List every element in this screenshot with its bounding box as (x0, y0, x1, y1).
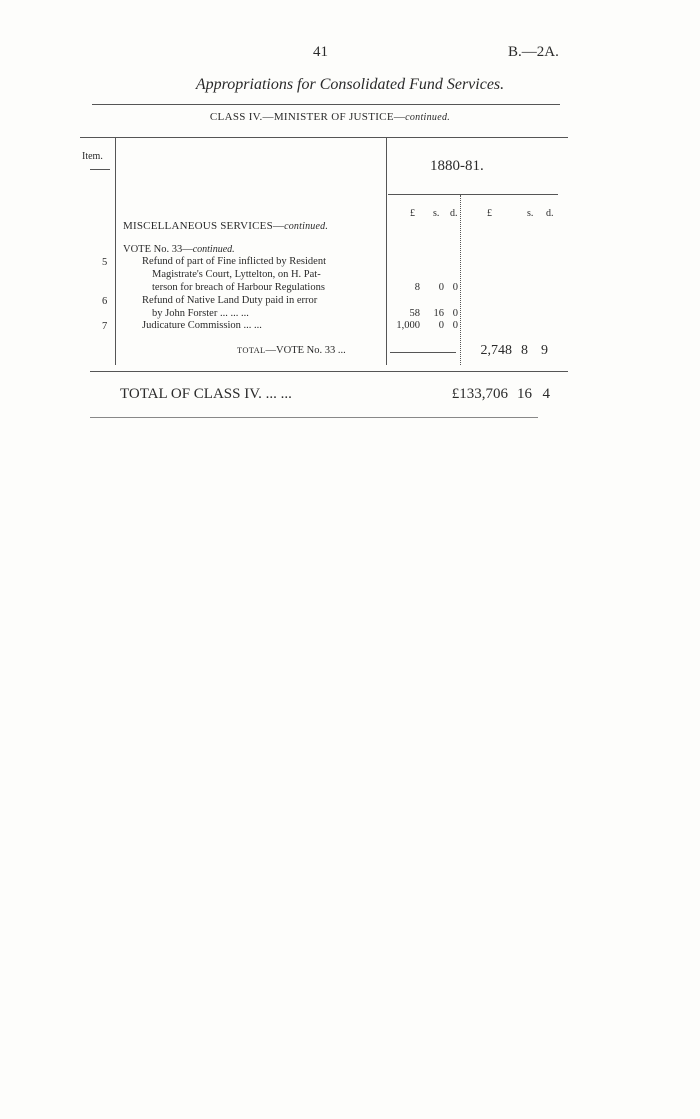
item-pounds: 58 (409, 308, 420, 319)
vote-total-shillings: 8 (521, 343, 528, 358)
page-end-rule (90, 417, 538, 418)
class-total-pounds: £133,706 (451, 386, 508, 402)
total-shillings-unit-header: s. (527, 208, 534, 219)
page-number: 41 (313, 44, 328, 60)
total-pounds-unit-header: £ (487, 208, 492, 219)
item-number: 6 (102, 296, 108, 307)
class-heading (0, 111, 660, 123)
item-shillings: 0 (438, 320, 444, 331)
item-column-divider (115, 137, 116, 365)
pence-unit-header: d. (450, 208, 458, 219)
vote-total-label (237, 345, 346, 356)
item-number: 5 (102, 257, 108, 268)
item-header-underline (90, 169, 110, 170)
item-column-header: Item. (82, 151, 103, 162)
item-shillings: 0 (438, 282, 444, 293)
class-total-pence: 4 (542, 386, 550, 402)
section-heading-main: MISCELLANEOUS SERVICES— (123, 220, 285, 232)
table-bottom-rule (90, 371, 568, 372)
item-description-line: by John Forster ... ... ... (152, 308, 249, 319)
pounds-unit-header: £ (410, 208, 415, 219)
section-heading (123, 220, 328, 232)
item-description-line: Magistrate's Court, Lyttelton, on H. Pat- (152, 269, 321, 280)
item-pounds: 8 (414, 282, 420, 293)
title-rule (92, 104, 560, 105)
year-header: 1880-81. (430, 158, 484, 174)
year-header-rule (388, 194, 558, 195)
document-reference: B.—2A. (508, 44, 559, 60)
vote-total-pence: 9 (541, 343, 548, 358)
total-pence-unit-header: d. (546, 208, 554, 219)
item-shillings: 16 (433, 308, 444, 319)
item-description-line: terson for breach of Harbour Regulations (152, 282, 325, 293)
item-description-line: Refund of Native Land Duty paid in error (142, 295, 318, 306)
item-description-line: Refund of part of Fine inflicted by Resident (142, 256, 327, 267)
vote-total-prefix: TOTAL (237, 345, 266, 355)
amount-column-divider (386, 137, 387, 365)
shillings-unit-header: s. (433, 208, 440, 219)
class-heading-main: CLASS IV.—MINISTER OF JUSTICE— (209, 111, 406, 123)
vote-heading (123, 244, 235, 255)
item-pence: 0 (452, 320, 458, 331)
vote-total-rest: —VOTE No. 33 ... (265, 345, 346, 356)
subtotal-column-divider (460, 195, 461, 365)
item-pence: 0 (452, 282, 458, 293)
vote-total-rule (390, 352, 456, 353)
class-total-shillings: 16 (517, 386, 532, 402)
vote-heading-suffix: continued. (192, 244, 235, 255)
class-heading-suffix: continued. (405, 112, 451, 123)
page-title: Appropriations for Consolidated Fund Services. (195, 76, 505, 93)
item-pence: 0 (452, 308, 458, 319)
class-total-label: TOTAL OF CLASS IV. ... ... (120, 386, 292, 402)
vote-heading-main: VOTE No. 33— (123, 244, 193, 255)
section-heading-suffix: continued. (284, 221, 329, 232)
item-number: 7 (102, 321, 108, 332)
table-top-rule (80, 137, 568, 138)
item-description-line: Judicature Commission ... ... (142, 320, 262, 331)
item-pounds: 1,000 (396, 320, 420, 331)
vote-total-pounds: 2,748 (480, 343, 512, 358)
